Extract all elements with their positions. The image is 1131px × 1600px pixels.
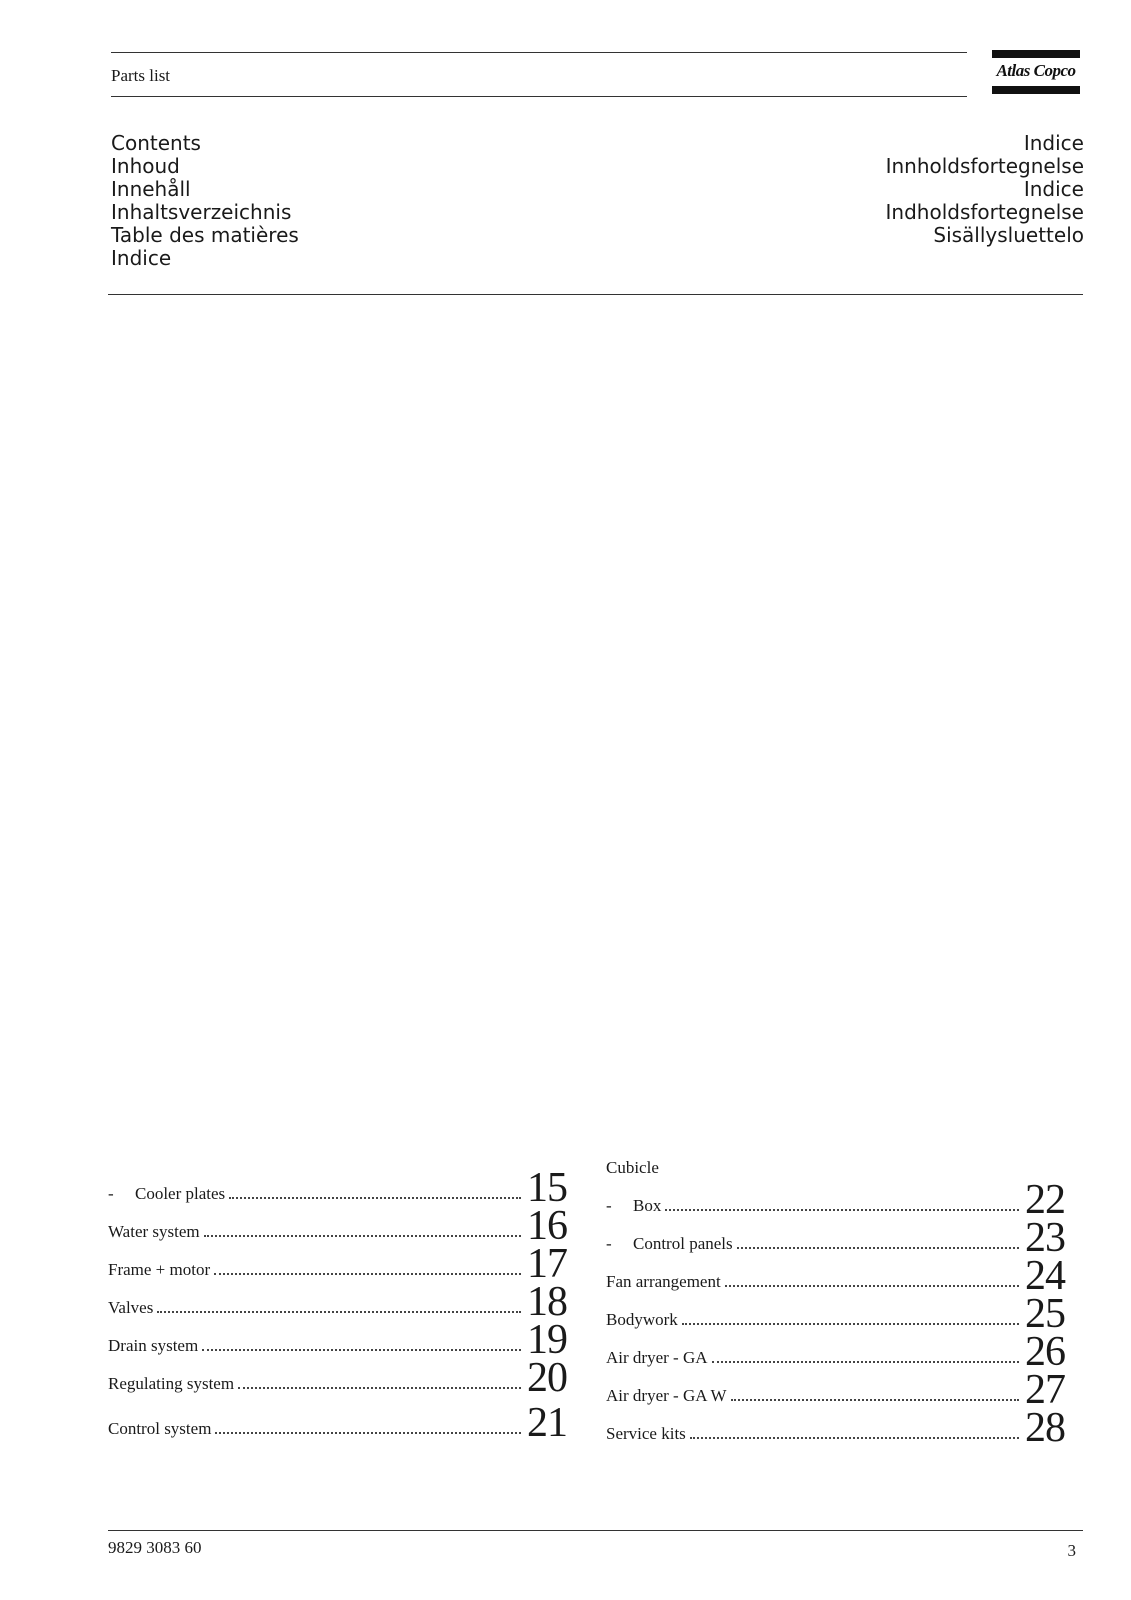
- toc-entry-label: [108, 1298, 153, 1322]
- contents-headings-left: [111, 132, 299, 270]
- toc-entry-label: [606, 1310, 678, 1334]
- toc-entry-page: 17: [527, 1241, 567, 1287]
- toc-leader-dots: [665, 1209, 1019, 1211]
- toc-entry-label: [606, 1234, 733, 1258]
- toc-entry-text: Control panels: [633, 1234, 733, 1253]
- heading: Indice: [111, 246, 172, 270]
- toc-entry[interactable]: [108, 1165, 573, 1211]
- toc-entry-label: [108, 1336, 198, 1360]
- toc-entry[interactable]: [606, 1215, 1071, 1261]
- toc-entry-text: Cooler plates: [135, 1184, 226, 1203]
- toc-entry-page: 28: [1025, 1405, 1065, 1451]
- toc-entry-page: 27: [1025, 1367, 1065, 1413]
- toc-entry-text: Drain system: [108, 1336, 199, 1355]
- toc-entry[interactable]: [606, 1405, 1071, 1451]
- toc-leader-dots: [204, 1235, 521, 1237]
- toc-entry[interactable]: [108, 1241, 573, 1287]
- toc-entry-text: Air dryer - GA: [606, 1348, 708, 1367]
- toc-entry[interactable]: [108, 1400, 573, 1446]
- toc-entry-page: 19: [527, 1317, 567, 1363]
- header-bottom-rule: [111, 96, 967, 97]
- toc-entry-label: [108, 1260, 210, 1284]
- toc-entry-dash: -: [606, 1196, 612, 1215]
- toc-leader-dots: [731, 1399, 1019, 1401]
- toc-entry-label: [108, 1184, 225, 1208]
- toc-entry-label: [606, 1424, 686, 1448]
- toc-entry-page: 16: [527, 1203, 567, 1249]
- toc-leader-dots: [737, 1247, 1019, 1249]
- toc-entry-label: [108, 1419, 211, 1443]
- heading: Innehåll: [111, 177, 191, 201]
- toc-entry-label: [108, 1222, 200, 1246]
- toc-entry-text: Water system: [108, 1222, 200, 1241]
- toc-entry[interactable]: [108, 1355, 573, 1401]
- toc-leader-dots: [229, 1197, 521, 1199]
- heading: Indholdsfortegnelse: [885, 200, 1084, 224]
- logo-top-bar: [992, 50, 1080, 58]
- toc-entry-label: [108, 1374, 234, 1398]
- footer-rule: [108, 1530, 1083, 1531]
- heading: Sisällysluettelo: [933, 223, 1084, 247]
- toc-leader-dots: [214, 1273, 521, 1275]
- toc-entry-text: Air dryer - GA W: [606, 1386, 727, 1405]
- toc-entry[interactable]: [606, 1291, 1071, 1337]
- toc-entry-text: Control system: [108, 1419, 212, 1438]
- toc-entry[interactable]: [108, 1317, 573, 1363]
- heading: Table des matières: [111, 223, 299, 247]
- toc-entry-dash: -: [606, 1234, 612, 1253]
- toc-entry-page: 25: [1025, 1291, 1065, 1337]
- toc-entry[interactable]: [108, 1279, 573, 1325]
- atlas-copco-logo: [992, 50, 1080, 94]
- toc-entry-text: Fan arrangement: [606, 1272, 721, 1291]
- toc-entry-page: 20: [527, 1355, 567, 1401]
- toc-entry-page: 22: [1025, 1177, 1065, 1223]
- running-title: Parts list: [111, 66, 171, 85]
- contents-headings-right: [886, 132, 1084, 247]
- toc-entry[interactable]: [108, 1203, 573, 1249]
- toc-leader-dots: [725, 1285, 1019, 1287]
- toc-entry-label: [606, 1386, 727, 1410]
- toc-leader-dots: [215, 1432, 521, 1434]
- toc-entry[interactable]: [606, 1329, 1071, 1375]
- heading: Indice: [1023, 131, 1084, 155]
- heading: Indice: [1023, 177, 1084, 201]
- toc-entry[interactable]: [606, 1367, 1071, 1413]
- toc-entry-text: Service kits: [606, 1424, 686, 1443]
- toc-leader-dots: [682, 1323, 1019, 1325]
- toc-leader-dots: [238, 1387, 521, 1389]
- toc-entry-page: 21: [527, 1400, 567, 1446]
- toc-entry-dash: -: [108, 1184, 114, 1203]
- toc-entry-page: 15: [527, 1165, 567, 1211]
- heading: Inhoud: [111, 154, 180, 178]
- heading: Innholdsfortegnelse: [885, 154, 1084, 178]
- page-number: 3: [1067, 1541, 1076, 1560]
- toc-entry-text: Bodywork: [606, 1310, 678, 1329]
- toc-entry-label: [606, 1348, 708, 1372]
- toc-leader-dots: [690, 1437, 1019, 1439]
- toc-entry-page: 24: [1025, 1253, 1065, 1299]
- toc-entry-text: Regulating system: [108, 1374, 235, 1393]
- toc-entry-text: Frame + motor: [108, 1260, 211, 1279]
- logo-bottom-bar: [992, 86, 1080, 94]
- logo-wordmark: Atlas Copco: [996, 61, 1076, 80]
- toc-entry[interactable]: [606, 1253, 1071, 1299]
- toc-entry-page: 18: [527, 1279, 567, 1325]
- header-top-rule: [111, 52, 967, 53]
- toc-entry-label: [606, 1196, 661, 1220]
- heading: Inhaltsverzeichnis: [111, 200, 292, 224]
- toc-entry-page: 26: [1025, 1329, 1065, 1375]
- toc-leader-dots: [202, 1349, 521, 1351]
- toc-leader-dots: [712, 1361, 1020, 1363]
- toc-entry[interactable]: [606, 1177, 1071, 1223]
- toc-leader-dots: [157, 1311, 521, 1313]
- title-rule: [108, 294, 1083, 295]
- toc-entry-text: Box: [633, 1196, 662, 1215]
- toc-group-label: Cubicle: [606, 1158, 659, 1177]
- toc-entry-text: Valves: [108, 1298, 154, 1317]
- document-number: 9829 3083 60: [108, 1538, 202, 1557]
- heading: Contents: [111, 131, 201, 155]
- toc-entry-page: 23: [1025, 1215, 1065, 1261]
- toc-entry-label: [606, 1272, 721, 1296]
